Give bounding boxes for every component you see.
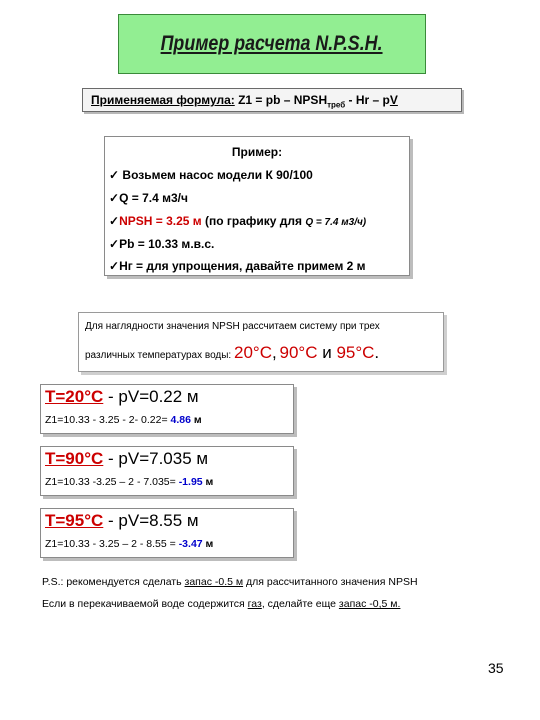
temp-90: 90°C — [279, 343, 318, 362]
ps-line-2 — [42, 598, 400, 610]
calc-temperature: T=90°C — [45, 449, 104, 468]
ps-text: для рассчитанного значения NPSH — [243, 576, 418, 588]
example-heading: Пример: — [231, 145, 283, 159]
formula-line — [91, 93, 398, 109]
calc-equation — [45, 414, 202, 426]
temperature-note-box — [78, 312, 444, 372]
temperature-note-line2 — [85, 343, 379, 363]
formula-expr-main: Z1 = pb – NPSH — [234, 93, 328, 107]
example-item-text: Возьмем насос модели К 90/100 — [119, 168, 313, 182]
example-item — [109, 237, 214, 251]
temp-20: 20°C — [234, 343, 272, 362]
example-item-text: (по графику для — [201, 214, 306, 228]
example-item-text: Q = 7.4 м3/ч — [119, 191, 188, 205]
temp-95: 95°C — [336, 343, 375, 362]
title-box — [118, 14, 426, 74]
calc-equation-text: Z1=10.33 - 3.25 – 2 - 8.55 = — [45, 538, 179, 550]
npsh-value: NPSH = 3.25 м — [119, 214, 202, 228]
calc-equation — [45, 476, 213, 488]
calc-temperature: T=95°C — [45, 511, 104, 530]
calc-box-20 — [40, 384, 294, 434]
calc-pv: - pV=8.55 м — [103, 511, 199, 530]
check-icon: ✓ — [109, 168, 120, 182]
example-box — [104, 136, 410, 276]
calc-header — [45, 511, 199, 531]
example-item — [109, 168, 313, 182]
formula-box — [82, 88, 462, 112]
calc-unit: м — [190, 414, 202, 426]
temperature-note-line1: Для наглядности значения NPSH рассчитаем систему при трех — [85, 321, 380, 332]
example-item-note: Q = 7.4 м3/ч) — [305, 217, 367, 228]
calc-pv: - pV=0.22 м — [103, 387, 199, 406]
ps-margin: запас -0.5 м — [184, 576, 244, 588]
example-item — [109, 214, 366, 228]
temp-sep: , — [271, 343, 277, 362]
calc-box-95 — [40, 508, 294, 558]
calc-unit: м — [202, 476, 214, 488]
ps-line-1 — [42, 576, 418, 588]
example-item — [109, 259, 366, 273]
calc-result: -3.47 — [178, 538, 203, 550]
page-number: 35 — [488, 660, 504, 676]
calc-result: 4.86 — [170, 414, 191, 426]
check-icon: ✓ — [109, 259, 120, 273]
check-icon: ✓ — [109, 237, 120, 251]
temp-and: и — [317, 343, 337, 362]
formula-expr-v: V — [389, 93, 398, 107]
formula-label: Применяемая формула: — [91, 93, 235, 107]
temp-end: . — [374, 343, 380, 362]
calc-equation-text: Z1=10.33 -3.25 – 2 - 7.035= — [45, 476, 179, 488]
calc-box-90 — [40, 446, 294, 496]
calc-unit: м — [202, 538, 214, 550]
formula-expr-sub: треб — [327, 100, 346, 110]
calc-temperature: T=20°C — [45, 387, 104, 406]
check-icon: ✓ — [109, 214, 120, 228]
example-item-text: Pb = 10.33 м.в.с. — [119, 237, 215, 251]
example-item — [109, 191, 188, 205]
calc-header — [45, 449, 208, 469]
ps-margin: запас -0,5 м. — [338, 598, 401, 610]
calc-header — [45, 387, 199, 407]
calc-equation — [45, 538, 213, 550]
ps-text: P.S.: рекомендуется сделать — [42, 576, 185, 588]
calc-result: -1.95 — [178, 476, 203, 488]
ps-gas: газ — [247, 598, 262, 610]
calc-pv: - pV=7.035 м — [103, 449, 209, 468]
ps-text: , сделайте еще — [261, 598, 339, 610]
check-icon: ✓ — [109, 191, 120, 205]
example-item-text: Hг = для упрощения, давайте примем 2 м — [119, 259, 366, 273]
ps-text: Если в перекачиваемой воде содержится — [42, 598, 248, 610]
formula-expr-tail: - Hr – p — [345, 93, 390, 107]
slide-title: Пример расчета N.P.S.H. — [161, 32, 383, 55]
calc-equation-text: Z1=10.33 - 3.25 - 2- 0.22= — [45, 414, 171, 426]
temperature-note-prefix: различных температурах воды: — [85, 350, 232, 361]
